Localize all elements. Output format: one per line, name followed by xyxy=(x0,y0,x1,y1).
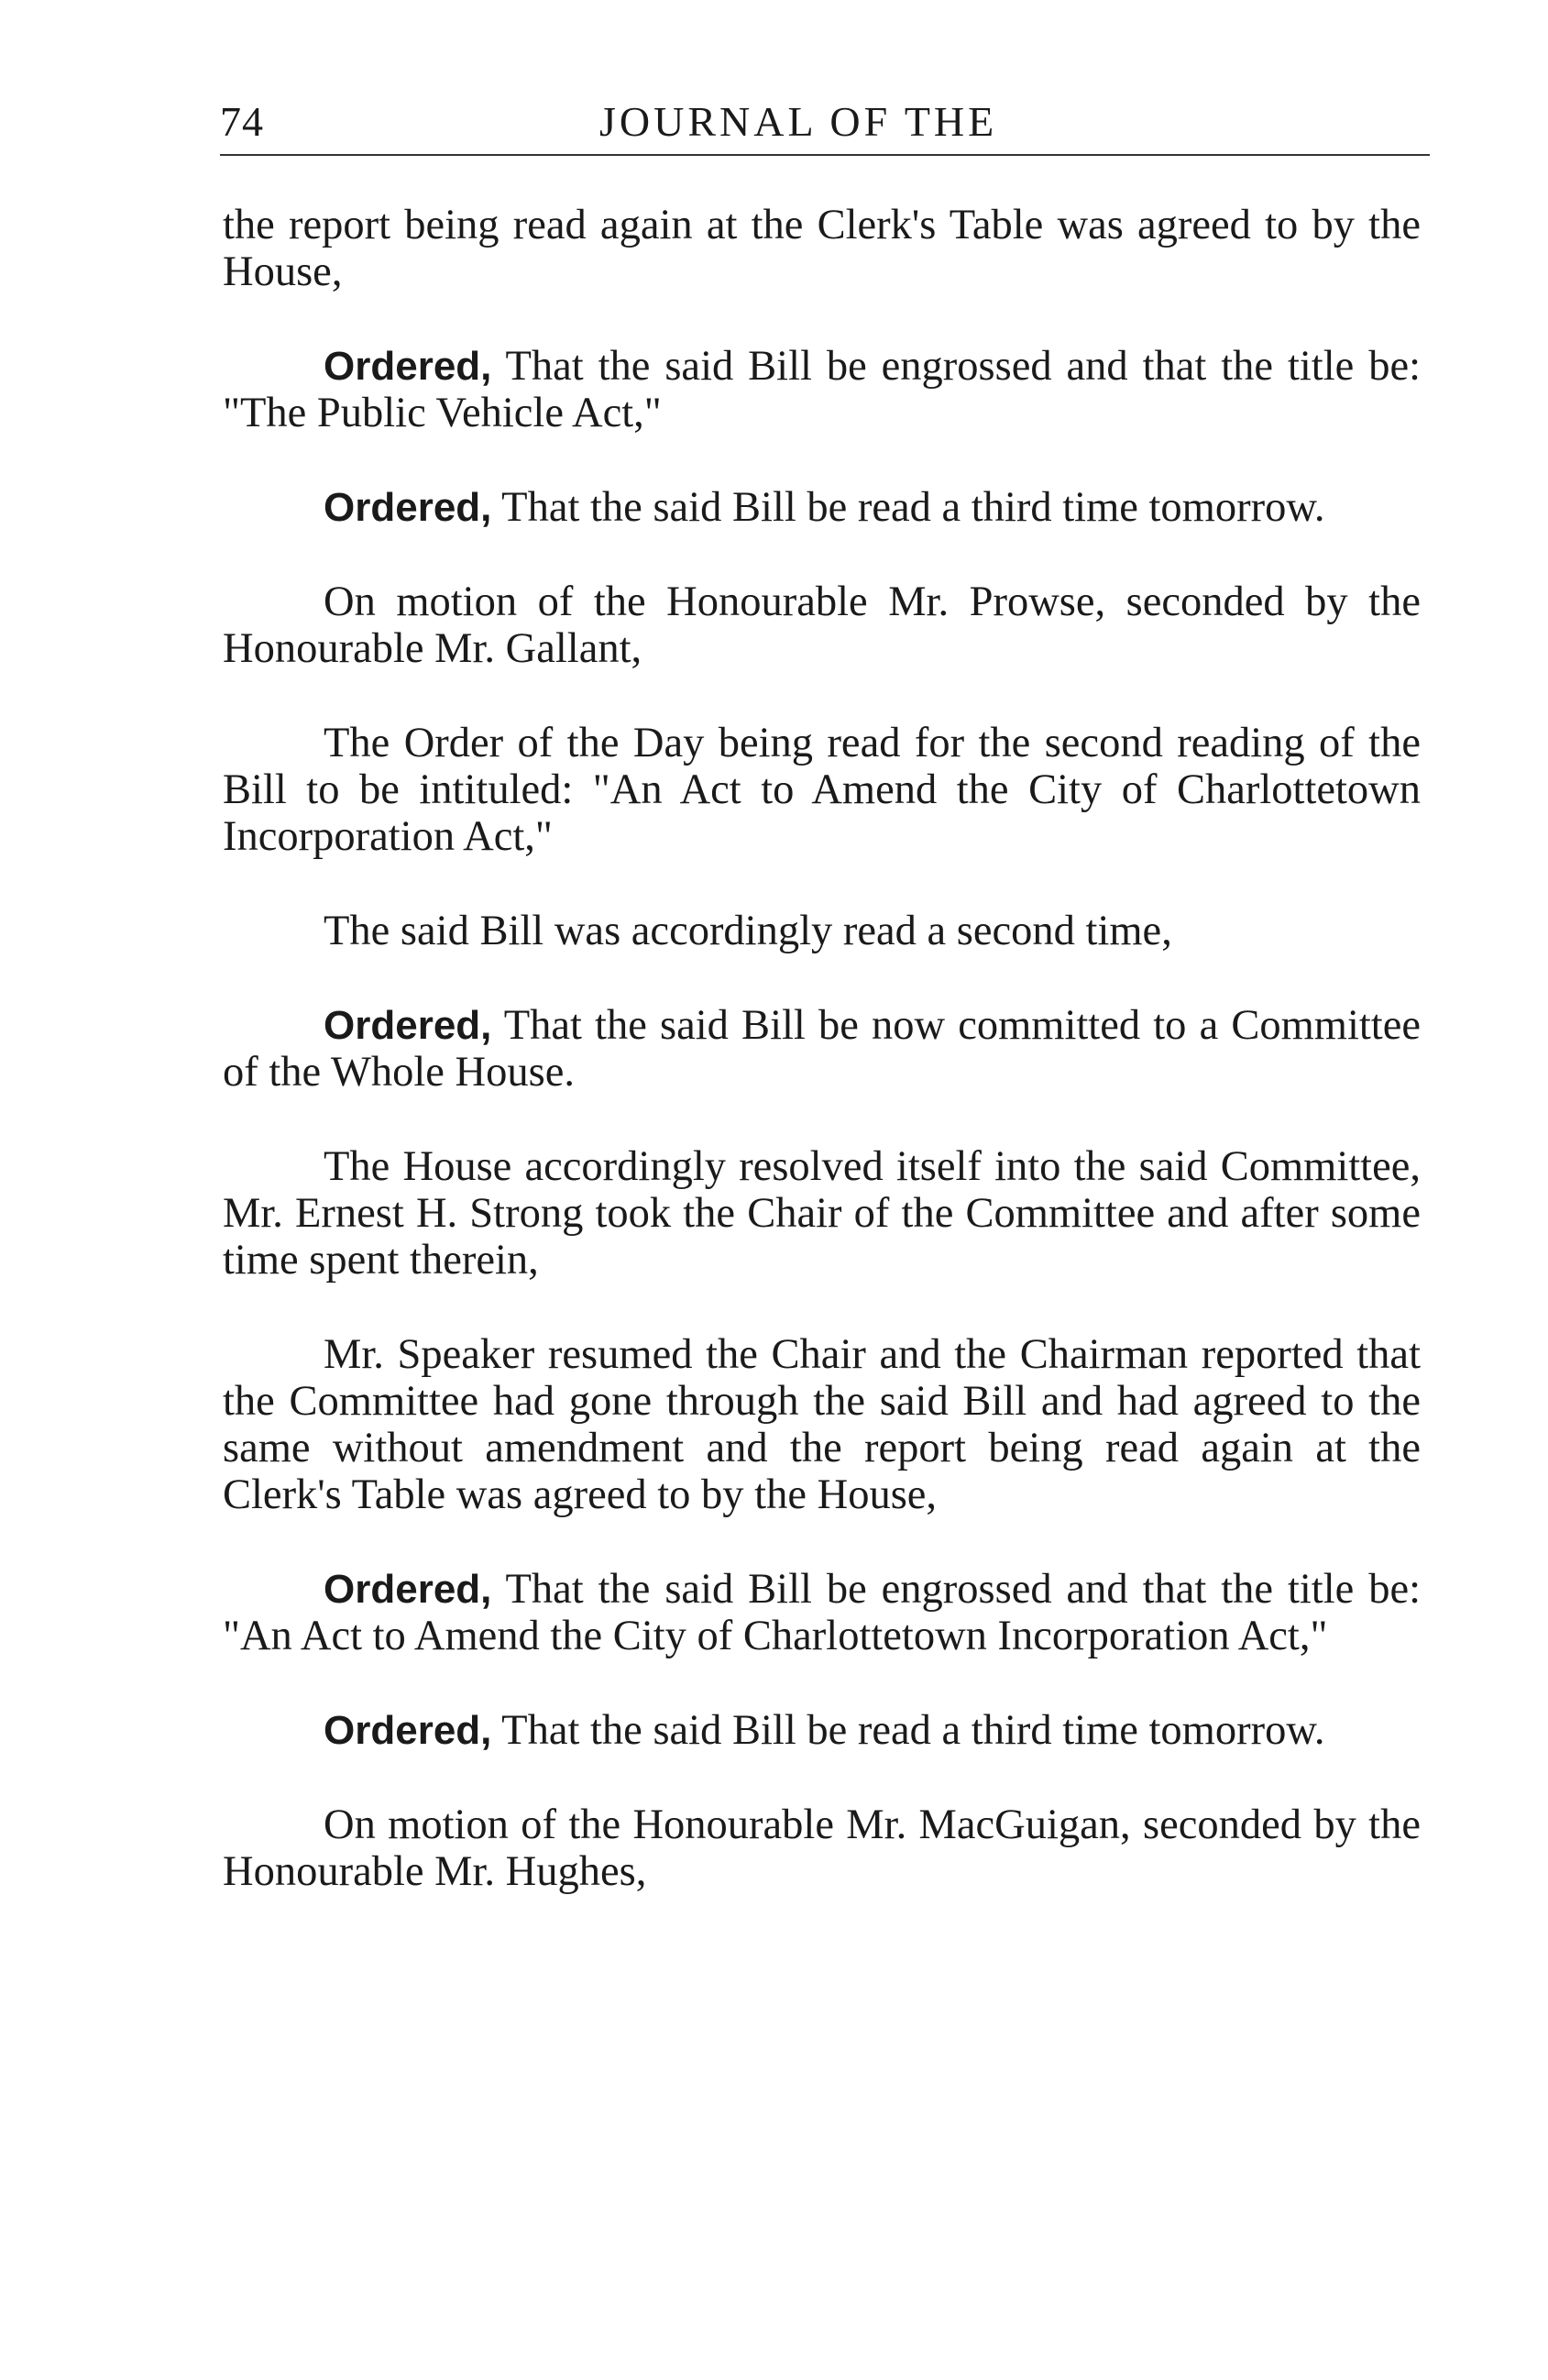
ordered-label: Ordered, xyxy=(324,485,492,530)
paragraph xyxy=(223,1707,1421,1754)
paragraph xyxy=(223,343,1421,436)
paragraph xyxy=(223,1002,1421,1096)
paragraph-text: Mr. Speaker resumed the Chair and the Chairman reported that the Committee had gone through the said Bill and had agreed to the same without amendment and the report being read again at the Clerk's Table was agreed to by the House, xyxy=(223,1331,1421,1518)
paragraph xyxy=(223,202,1421,295)
paragraph-text: That the said Bill be read a third time tomorrow. xyxy=(491,484,1325,531)
ordered-label: Ordered, xyxy=(324,1708,492,1753)
paragraph-text: That the said Bill be read a third time tomorrow. xyxy=(491,1707,1325,1754)
paragraph-text: The said Bill was accordingly read a second time, xyxy=(324,908,1172,954)
paragraph-text: On motion of the Honourable Mr. MacGuigan, seconded by the Honourable Mr. Hughes, xyxy=(223,1802,1421,1895)
paragraph xyxy=(223,1802,1421,1895)
journal-body xyxy=(223,202,1421,1943)
paragraph xyxy=(223,1143,1421,1284)
paragraph-text: The Order of the Day being read for the second reading of the Bill to be intituled: "An Act to Amend the City of Charlottetown Incorporation Act," xyxy=(223,720,1421,860)
paragraph xyxy=(223,720,1421,860)
header-rule xyxy=(220,154,1430,156)
paragraph-text: On motion of the Honourable Mr. Prowse, seconded by the Honourable Mr. Gallant, xyxy=(223,578,1421,672)
paragraph-text: the report being read again at the Clerk's Table was agreed to by the House, xyxy=(223,202,1421,295)
ordered-label: Ordered, xyxy=(324,344,492,389)
paragraph xyxy=(223,908,1421,954)
ordered-label: Ordered, xyxy=(324,1567,492,1612)
paragraph-text: The House accordingly resolved itself into the said Committee, Mr. Ernest H. Strong took the Chair of the Committee and after some time spent therein, xyxy=(223,1143,1421,1284)
paragraph xyxy=(223,484,1421,531)
paragraph-text: That the said Bill be now committed to a Committee of the Whole House. xyxy=(223,1002,1421,1096)
page-number: 74 xyxy=(220,98,264,145)
paragraph xyxy=(223,1566,1421,1659)
paragraph-text: That the said Bill be engrossed and that the title be: "The Public Vehicle Act," xyxy=(223,343,1421,436)
running-head: JOURNAL OF THE xyxy=(599,98,998,145)
ordered-label: Ordered, xyxy=(324,1003,492,1048)
paragraph-text: That the said Bill be engrossed and that the title be: "An Act to Amend the City of Charlottetown Incorporation Act," xyxy=(223,1566,1421,1659)
page-header xyxy=(220,90,1430,154)
paragraph xyxy=(223,1331,1421,1518)
paragraph xyxy=(223,578,1421,672)
